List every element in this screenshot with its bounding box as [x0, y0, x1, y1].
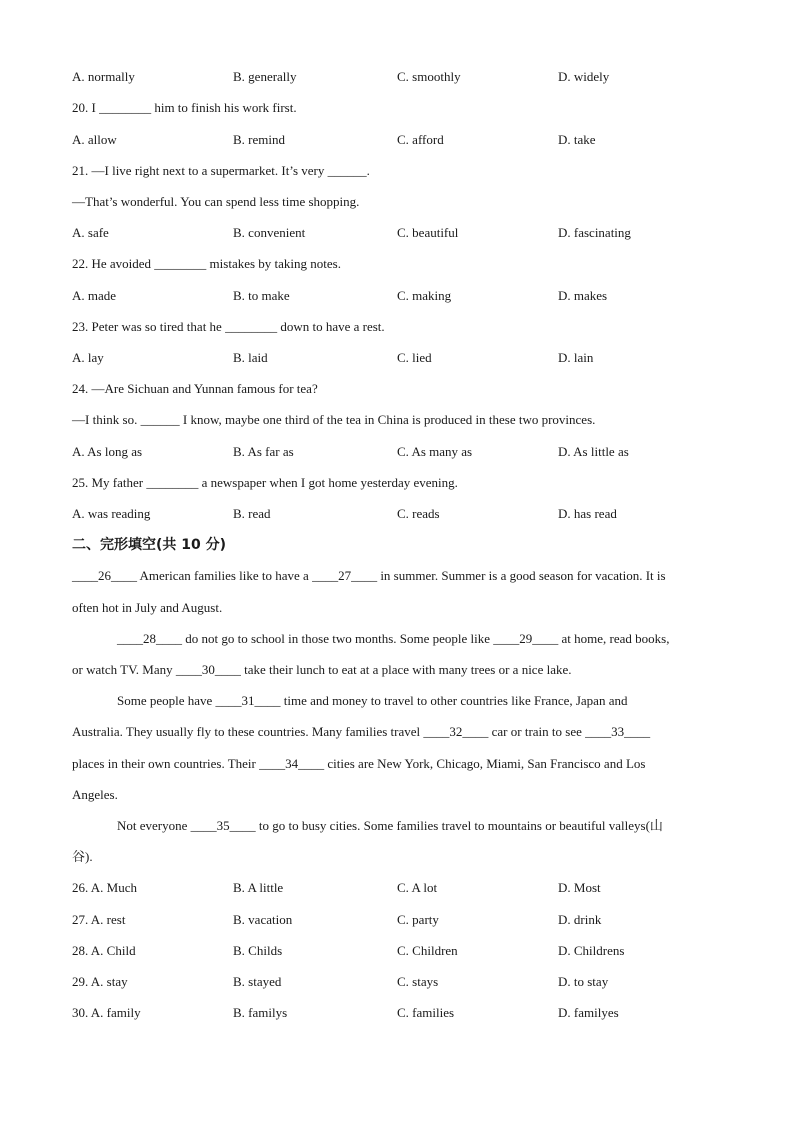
option-d: D. drink [558, 912, 602, 927]
q21-reply: —That’s wonderful. You can spend less time shopping. [72, 194, 360, 209]
passage-line: Some people have ____31____ time and money to travel to other countries like France, Japan and [117, 693, 628, 708]
option-a: 29. A. stay [72, 974, 128, 989]
q20-stem: 20. I ________ him to finish his work first. [72, 100, 297, 115]
q23-options [72, 350, 732, 366]
option-c: C. As many as [397, 444, 473, 459]
option-a: A. safe [72, 225, 109, 240]
option-a: 27. A. rest [72, 912, 126, 927]
option-c: C. A lot [397, 880, 438, 895]
option-a: 30. A. family [72, 1005, 141, 1020]
option-a: A. made [72, 288, 117, 303]
option-b: B. familys [233, 1005, 288, 1020]
q20-options [72, 132, 732, 148]
option-d: D. familyes [558, 1005, 619, 1020]
option-a: A. normally [72, 69, 135, 84]
q25-stem: 25. My father ________ a newspaper when I got home yesterday evening. [72, 475, 458, 490]
option-d: D. As little as [558, 444, 629, 459]
option-c: C. afford [397, 132, 444, 147]
passage-line: ____28____ do not go to school in those two months. Some people like ____29____ at home, read books, [117, 631, 670, 646]
option-a: A. was reading [72, 506, 151, 521]
option-c: C. lied [397, 350, 432, 365]
option-c: C. reads [397, 506, 440, 521]
q23-stem: 23. Peter was so tired that he ________ down to have a rest. [72, 319, 385, 334]
option-a: 26. A. Much [72, 880, 137, 895]
option-b: B. stayed [233, 974, 282, 989]
option-d: D. has read [558, 506, 617, 521]
passage-line: often hot in July and August. [72, 600, 223, 615]
q24-options [72, 444, 732, 460]
option-b: B. vacation [233, 912, 293, 927]
q21-options [72, 225, 732, 241]
option-d: D. Childrens [558, 943, 625, 958]
option-b: B. Childs [233, 943, 283, 958]
passage-line: places in their own countries. Their ____34____ cities are New York, Chicago, Miami, San Francisco and Los [72, 756, 646, 771]
q24-stem: 24. —Are Sichuan and Yunnan famous for tea? [72, 381, 318, 396]
option-a: A. lay [72, 350, 104, 365]
section-title: 二、完形填空(共 10 分) [72, 537, 227, 553]
passage-line: Not everyone ____35____ to go to busy cities. Some families travel to mountains or beautiful valleys(山 [117, 818, 663, 833]
q21-stem: 21. —I live right next to a supermarket. It’s very ______. [72, 163, 370, 178]
option-b: B. convenient [233, 225, 306, 240]
passage-line: 谷). [72, 849, 93, 864]
passage-line: ____26____ American families like to have a ____27____ in summer. Summer is a good season for vacation. It is [72, 568, 666, 583]
option-b: B. As far as [233, 444, 294, 459]
option-c: C. families [397, 1005, 455, 1020]
option-c: C. stays [397, 974, 439, 989]
option-b: B. generally [233, 69, 297, 84]
q29-options [72, 974, 732, 990]
option-d: D. Most [558, 880, 601, 895]
q25-options [72, 506, 732, 522]
option-b: B. read [233, 506, 271, 521]
passage-line: Australia. They usually fly to these countries. Many families travel ____32____ car or train to see ____33____ [72, 724, 651, 739]
q24-reply: —I think so. ______ I know, maybe one third of the tea in China is produced in these two provinces. [72, 412, 596, 427]
option-d: D. take [558, 132, 596, 147]
q27-options [72, 912, 732, 928]
option-c: C. Children [397, 943, 458, 958]
q26-options [72, 880, 732, 896]
option-b: B. to make [233, 288, 290, 303]
option-b: B. laid [233, 350, 268, 365]
option-d: D. fascinating [558, 225, 631, 240]
option-c: C. smoothly [397, 69, 461, 84]
option-a: 28. A. Child [72, 943, 136, 958]
option-d: D. makes [558, 288, 608, 303]
q22-options [72, 288, 732, 304]
option-d: D. lain [558, 350, 594, 365]
q19-options [72, 69, 732, 85]
option-c: C. making [397, 288, 452, 303]
option-a: A. allow [72, 132, 117, 147]
option-c: C. beautiful [397, 225, 459, 240]
option-a: A. As long as [72, 444, 143, 459]
q30-options [72, 1005, 732, 1021]
passage-line: or watch TV. Many ____30____ take their lunch to eat at a place with many trees or a nice lake. [72, 662, 572, 677]
option-c: C. party [397, 912, 439, 927]
option-d: D. to stay [558, 974, 609, 989]
option-d: D. widely [558, 69, 610, 84]
q22-stem: 22. He avoided ________ mistakes by taking notes. [72, 256, 341, 271]
q28-options [72, 943, 732, 959]
option-b: B. remind [233, 132, 285, 147]
option-b: B. A little [233, 880, 284, 895]
passage-line: Angeles. [72, 787, 118, 802]
